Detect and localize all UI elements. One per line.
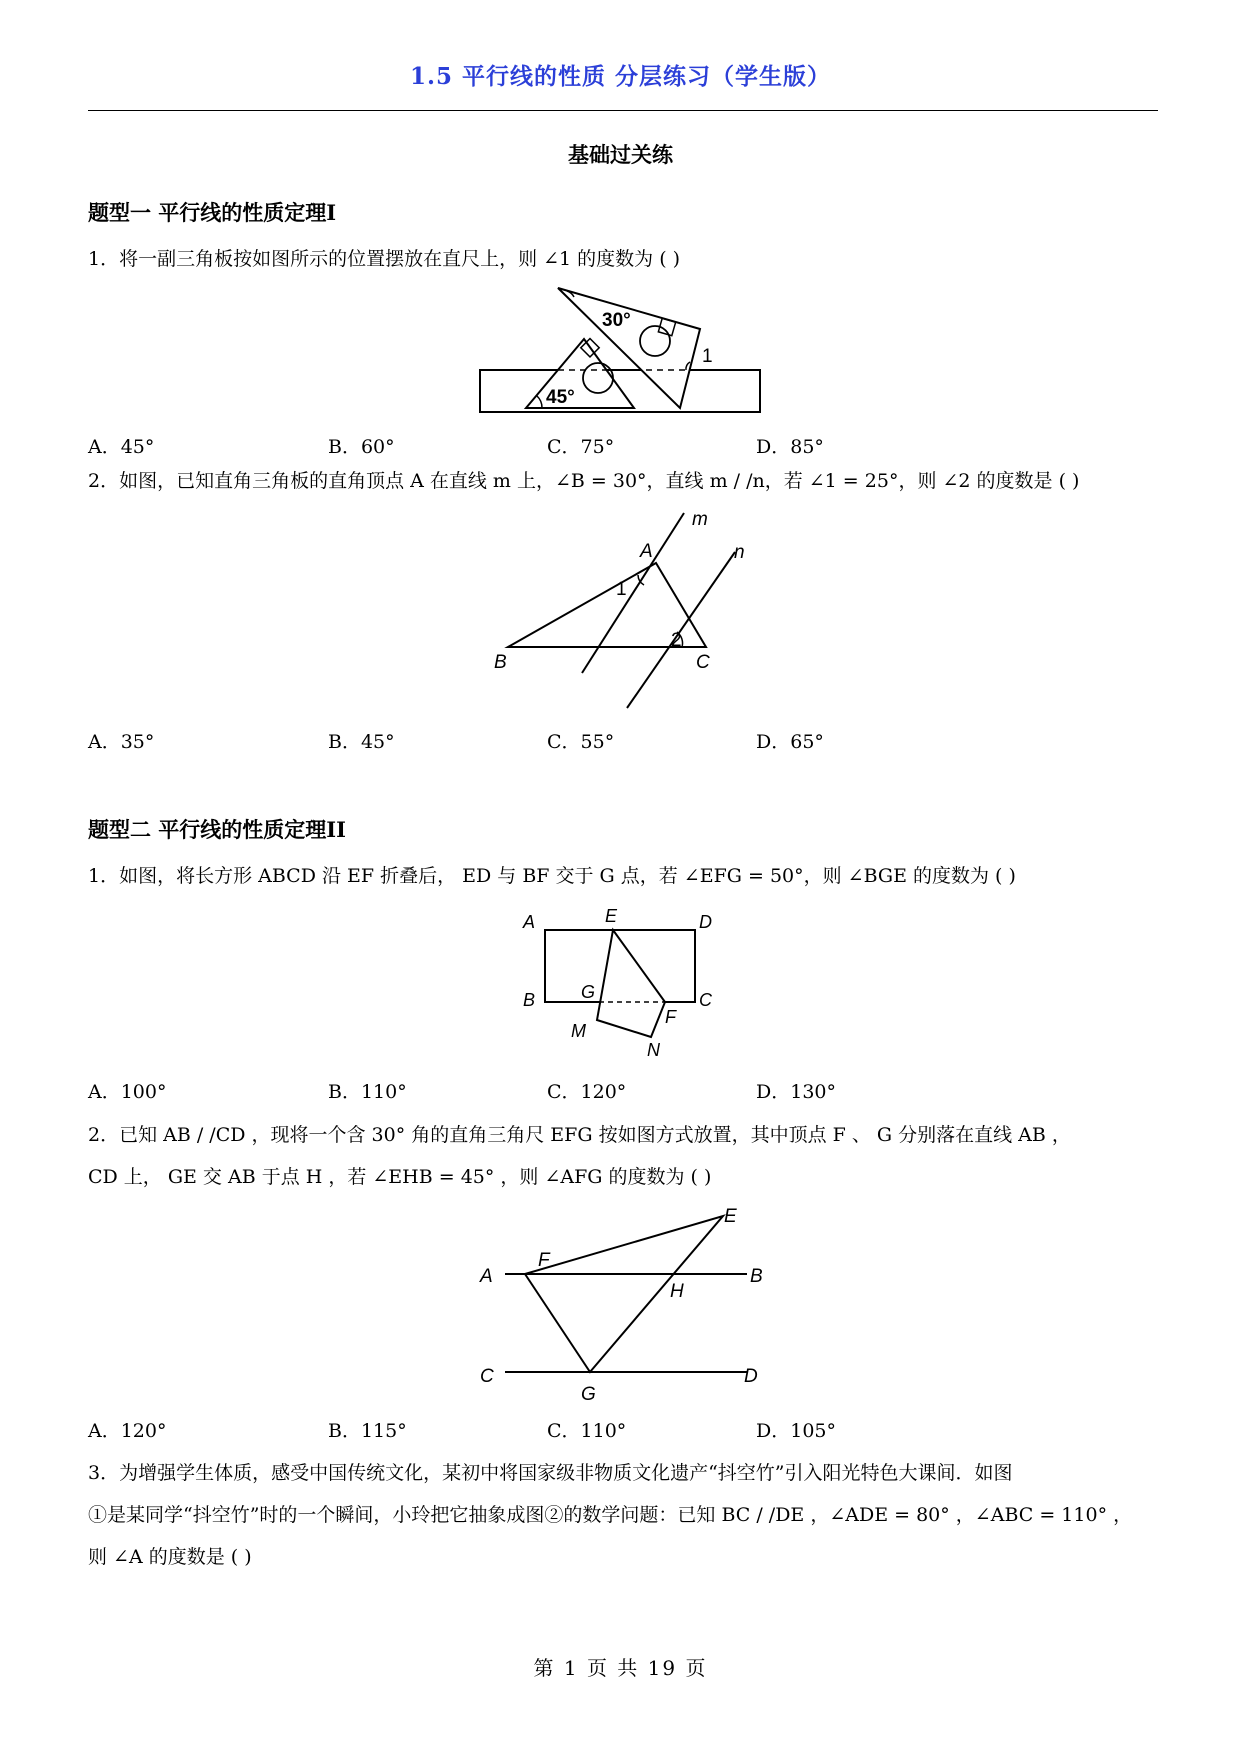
- label-g: G: [581, 982, 596, 1002]
- label-b: B: [523, 990, 536, 1010]
- figure-right-triangle-parallel-lines: [480, 505, 760, 715]
- label-b: B: [750, 1266, 763, 1287]
- part2-q2-text-line1: 2．已知 AB / /CD ，现将一个含 30° 角的直角三角尺 EFG 按如图方式放置，其中顶点 F 、 G 分别落在直线 AB ，: [88, 1124, 1071, 1146]
- part2-q1-option-a[interactable]: A．100°: [88, 1081, 167, 1103]
- figure-triangle-between-parallels: [470, 1200, 780, 1410]
- part2-q1-option-b[interactable]: B．110°: [328, 1081, 407, 1103]
- label-n: n: [734, 542, 745, 563]
- part1-q1-option-b[interactable]: B．60°: [328, 436, 395, 458]
- label-a: A: [523, 912, 536, 932]
- label-n: N: [647, 1040, 660, 1060]
- part1-q2-option-c[interactable]: C．55°: [547, 731, 615, 753]
- part2-q1-option-d[interactable]: D．130°: [756, 1081, 836, 1103]
- label-d: D: [699, 912, 712, 932]
- label-c: C: [480, 1366, 494, 1387]
- label-45: 45°: [546, 387, 575, 408]
- figure-triangles-on-ruler: [470, 283, 770, 415]
- label-a: A: [480, 1266, 493, 1287]
- label-d: D: [744, 1366, 758, 1387]
- folded-flap: [597, 930, 665, 1037]
- part2-heading: 题型二 平行线的性质定理II: [88, 817, 346, 842]
- triangle-efg: [525, 1216, 723, 1372]
- label-a: A: [640, 541, 653, 562]
- part2-q2-option-b[interactable]: B．115°: [328, 1420, 407, 1442]
- label-h: H: [670, 1281, 684, 1302]
- label-c: C: [699, 990, 712, 1010]
- label-m: m: [692, 509, 708, 530]
- part2-q1-option-c[interactable]: C．120°: [547, 1081, 627, 1103]
- section-heading: 基础过关练: [568, 142, 673, 167]
- label-f: F: [665, 1007, 676, 1027]
- part1-q1-text: 1．将一副三角板按如图所示的位置摆放在直尺上，则 ∠1 的度数为 ( ): [88, 248, 681, 270]
- part1-q2-option-d[interactable]: D．65°: [756, 731, 824, 753]
- figure-folded-rectangle: [515, 900, 730, 1060]
- part1-heading: 题型一 平行线的性质定理I: [88, 200, 337, 225]
- label-e: E: [724, 1206, 737, 1227]
- page-number-footer: 第 1 页 共 19 页: [533, 1656, 708, 1680]
- part2-q1-text: 1．如图，将长方形 ABCD 沿 EF 折叠后， ED 与 BF 交于 G 点，若 ∠EFG = 50°，则 ∠BGE 的度数为 ( ): [88, 865, 1016, 887]
- label-e: E: [605, 906, 618, 926]
- label-f: F: [538, 1250, 550, 1271]
- label-c: C: [696, 652, 710, 673]
- part2-q2-text-line2: CD 上， GE 交 AB 于点 H ，若 ∠EHB = 45° ，则 ∠AFG 的度数为 ( ): [88, 1166, 712, 1188]
- part1-q1-option-a[interactable]: A．45°: [88, 436, 155, 458]
- part2-q3-text-line1: 3．为增强学生体质，感受中国传统文化，某初中将国家级非物质文化遗产“抖空竹”引入阳光特色大课间．如图: [88, 1462, 1013, 1484]
- part2-q2-option-c[interactable]: C．110°: [547, 1420, 627, 1442]
- part2-q3-text-line2: ①是某同学“抖空竹”时的一个瞬间，小玲把它抽象成图②的数学问题：已知 BC / /DE ，∠ADE = 80° ，∠ABC = 110° ，: [88, 1504, 1133, 1526]
- label-b: B: [494, 652, 507, 673]
- angle-2-label: 2: [671, 630, 682, 651]
- part2-q2-option-d[interactable]: D．105°: [756, 1420, 836, 1442]
- angle-1-label: 1: [702, 346, 713, 367]
- part1-q2-text: 2．如图，已知直角三角板的直角顶点 A 在直线 m 上，∠B = 30°，直线 m / /n，若 ∠1 = 25°，则 ∠2 的度数是 ( ): [88, 470, 1080, 492]
- part1-q2-option-a[interactable]: A．35°: [88, 731, 155, 753]
- part1-q2-option-b[interactable]: B．45°: [328, 731, 395, 753]
- label-m: M: [571, 1021, 586, 1041]
- part1-q1-option-c[interactable]: C．75°: [547, 436, 615, 458]
- part2-q3-text-line3: 则 ∠A 的度数是 ( ): [88, 1546, 252, 1568]
- title-divider: [88, 110, 1158, 111]
- triangle-45: [526, 339, 634, 408]
- label-30: 30°: [602, 310, 631, 331]
- angle-1-label: 1: [616, 579, 627, 600]
- part2-q2-option-a[interactable]: A．120°: [88, 1420, 167, 1442]
- part1-q1-option-d[interactable]: D．85°: [756, 436, 824, 458]
- page-title: 1.5 平行线的性质 分层练习（学生版）: [409, 63, 832, 90]
- label-g: G: [581, 1384, 596, 1405]
